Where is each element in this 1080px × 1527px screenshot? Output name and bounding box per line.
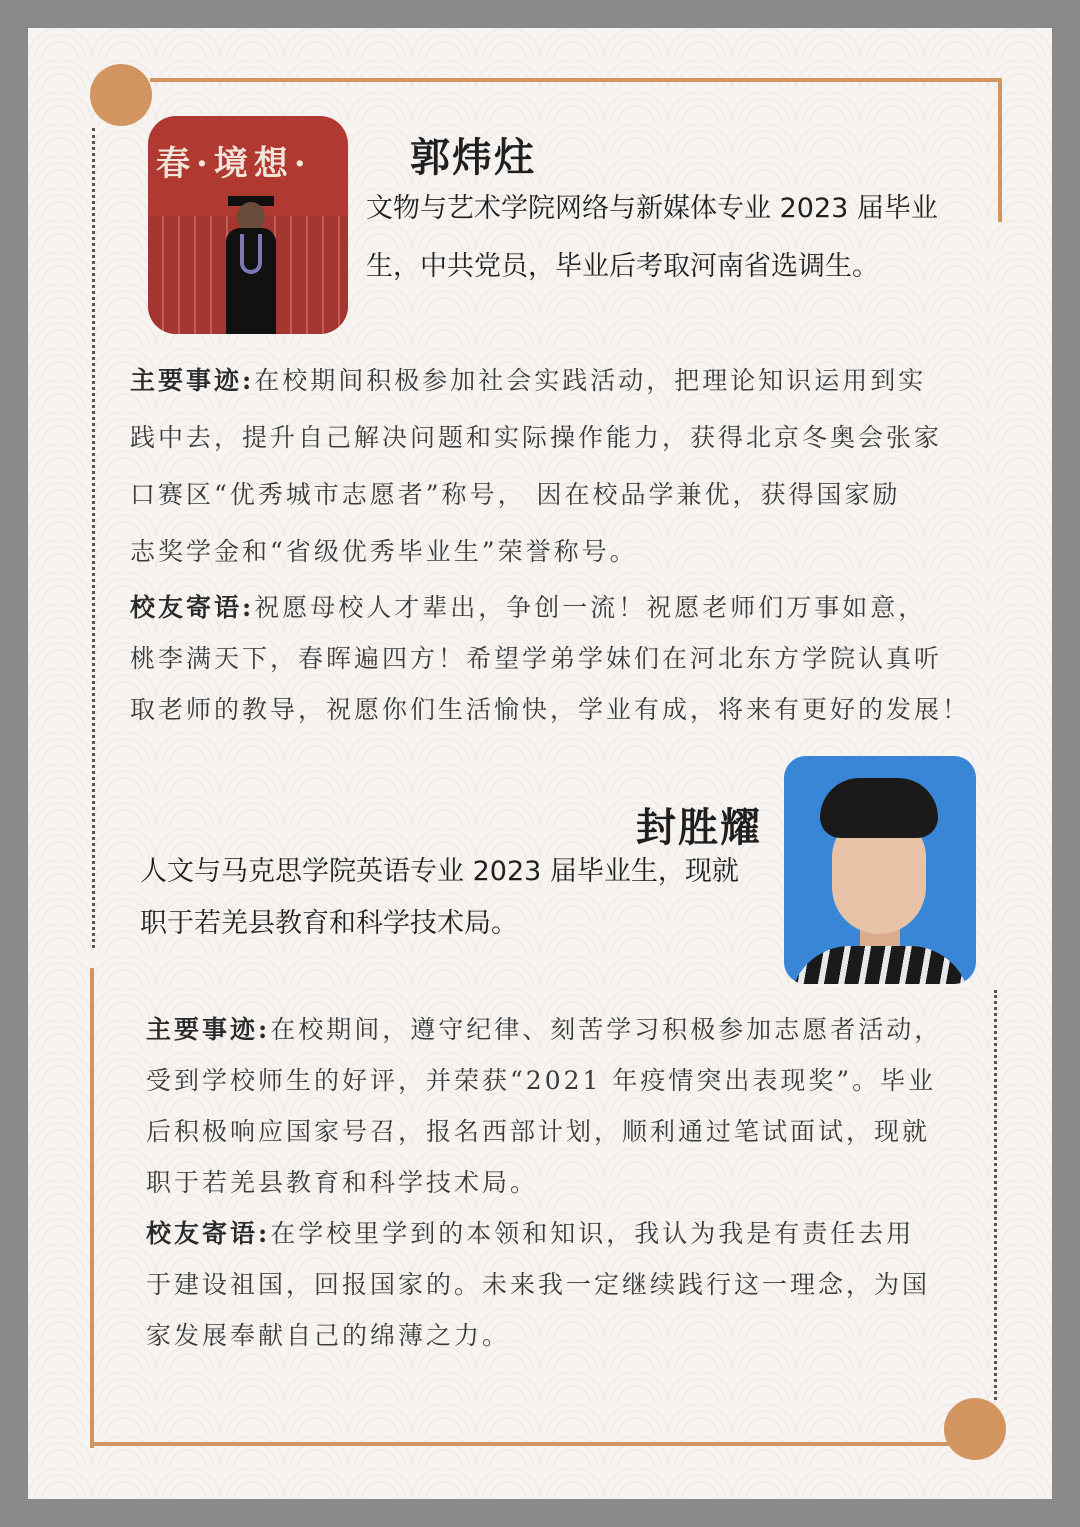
graduate-photo-1: [148, 116, 348, 334]
person2-message: 校友寄语:在学校里学到的本领和知识，我认为我是有责任去用 于建设祖国，回报国家的。未来我一定继续践行这一理念，为国 家发展奉献自己的绵薄之力。: [146, 1219, 931, 1350]
right-border-line: [998, 78, 1002, 222]
person2-deeds: 主要事迹:在校期间，遵守纪律、刻苦学习积极参加志愿者活动， 受到学校师生的好评，并荣获“2021 年疫情突出表现奖”。毕业 后积极响应国家号召，报名西部计划，顺利通过笔试面试，现就 职于若羌县教育和科学技术局。: [146, 1015, 943, 1197]
graduate-photo-2: [784, 756, 976, 984]
person2-name: 封胜耀: [636, 805, 762, 851]
left-dotted-line: [92, 128, 95, 948]
person2-intro: 人文与马克思学院英语专业 2023 届毕业生，现就 职于若羌县教育和科学技术局。: [140, 856, 739, 939]
person1-deeds: 主要事迹:在校期间积极参加社会实践活动，把理论知识运用到实 践中去，提升自己解决问题和实际操作能力，获得北京冬奥会张家 口赛区“优秀城市志愿者”称号， 因在校品学兼优，获得国家励 志奖学金和“省级优秀毕业生”荣誉称号。: [130, 366, 943, 566]
bottom-right-circle: [944, 1398, 1006, 1460]
person1-message: 校友寄语:祝愿母校人才辈出，争创一流！祝愿老师们万事如意， 桃李满天下，春晖遍四方！希望学弟学妹们在河北东方学院认真听 取老师的教导，祝愿你们生活愉快，学业有成，将来有更好的发展！: [130, 593, 971, 724]
person1-intro: 文物与艺术学院网络与新媒体专业 2023 届毕业 生，中共党员，毕业后考取河南省选调生。: [366, 193, 938, 282]
top-border-line: [150, 78, 1002, 82]
left-border-line: [90, 968, 94, 1448]
photo-banner-text: 春·境想·: [156, 144, 312, 184]
right-dotted-line: [994, 990, 997, 1400]
person1-name: 郭炜炷: [410, 135, 536, 181]
bottom-border-line: [90, 1442, 960, 1446]
top-left-circle: [90, 64, 152, 126]
